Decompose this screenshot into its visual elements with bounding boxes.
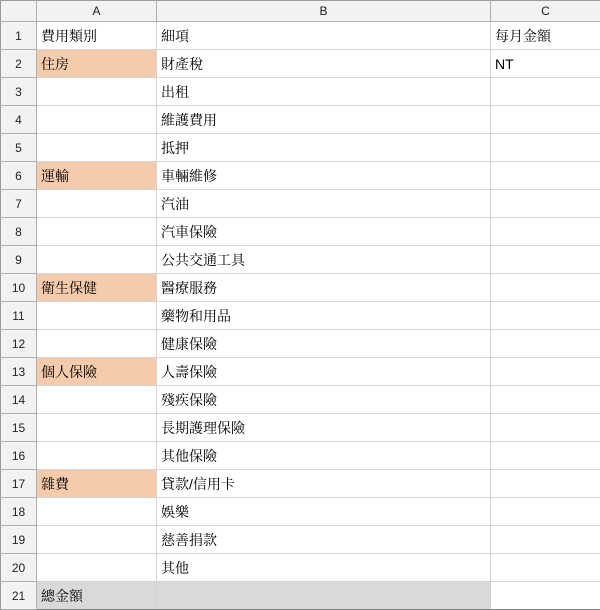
cell-B4[interactable]: 維護費用: [157, 106, 491, 134]
cell-C1[interactable]: 每月金額: [491, 22, 600, 50]
cell-C9[interactable]: [491, 246, 600, 274]
cell-B13[interactable]: 人壽保險: [157, 358, 491, 386]
row-header-4[interactable]: 4: [1, 106, 37, 134]
sheet-row: [1, 386, 600, 414]
cell-C18[interactable]: [491, 498, 600, 526]
row-header-18[interactable]: 18: [1, 498, 37, 526]
row-header-10[interactable]: 10: [1, 274, 37, 302]
sheet-body: [1, 22, 600, 610]
cell-A3[interactable]: [37, 78, 157, 106]
cell-A21[interactable]: 總金額: [37, 582, 157, 610]
sheet-row: [1, 330, 600, 358]
cell-A4[interactable]: [37, 106, 157, 134]
cell-B15[interactable]: 長期護理保險: [157, 414, 491, 442]
sheet-row: [1, 218, 600, 246]
column-header-b[interactable]: B: [157, 1, 491, 22]
cell-C3[interactable]: [491, 78, 600, 106]
cell-C20[interactable]: [491, 554, 600, 582]
row-header-1[interactable]: 1: [1, 22, 37, 50]
cell-A11[interactable]: [37, 302, 157, 330]
column-header-row: [1, 1, 600, 22]
cell-A16[interactable]: [37, 442, 157, 470]
column-header-a[interactable]: A: [37, 1, 157, 22]
row-header-17[interactable]: 17: [1, 470, 37, 498]
cell-B21[interactable]: [157, 582, 491, 610]
cell-C10[interactable]: [491, 274, 600, 302]
sheet-row: [1, 470, 600, 498]
cell-A12[interactable]: [37, 330, 157, 358]
sheet-row: [1, 134, 600, 162]
cell-B6[interactable]: 車輛維修: [157, 162, 491, 190]
row-header-19[interactable]: 19: [1, 526, 37, 554]
cell-B10[interactable]: 醫療服務: [157, 274, 491, 302]
sheet-row: [1, 22, 600, 50]
sheet-row: [1, 190, 600, 218]
cell-B1[interactable]: 細項: [157, 22, 491, 50]
select-all-corner[interactable]: [1, 1, 37, 22]
cell-C4[interactable]: [491, 106, 600, 134]
cell-A6[interactable]: 運輸: [37, 162, 157, 190]
sheet-row: [1, 274, 600, 302]
cell-B18[interactable]: 娛樂: [157, 498, 491, 526]
row-header-9[interactable]: 9: [1, 246, 37, 274]
cell-C6[interactable]: [491, 162, 600, 190]
row-header-13[interactable]: 13: [1, 358, 37, 386]
cell-B14[interactable]: 殘疾保險: [157, 386, 491, 414]
cell-B5[interactable]: 抵押: [157, 134, 491, 162]
cell-B16[interactable]: 其他保險: [157, 442, 491, 470]
cell-A10[interactable]: 衛生保健: [37, 274, 157, 302]
cell-C12[interactable]: [491, 330, 600, 358]
cell-B7[interactable]: 汽油: [157, 190, 491, 218]
row-header-14[interactable]: 14: [1, 386, 37, 414]
cell-B9[interactable]: 公共交通工具: [157, 246, 491, 274]
cell-C15[interactable]: [491, 414, 600, 442]
sheet-row: [1, 50, 600, 78]
cell-A15[interactable]: [37, 414, 157, 442]
row-header-2[interactable]: 2: [1, 50, 37, 78]
cell-C7[interactable]: [491, 190, 600, 218]
cell-A17[interactable]: 雜費: [37, 470, 157, 498]
cell-B3[interactable]: 出租: [157, 78, 491, 106]
sheet-row: [1, 246, 600, 274]
cell-B19[interactable]: 慈善捐款: [157, 526, 491, 554]
cell-B17[interactable]: 貸款/信用卡: [157, 470, 491, 498]
cell-C2[interactable]: NT: [491, 50, 600, 78]
sheet-row: [1, 106, 600, 134]
cell-A8[interactable]: [37, 218, 157, 246]
sheet-row: [1, 302, 600, 330]
cell-B11[interactable]: 藥物和用品: [157, 302, 491, 330]
cell-C21[interactable]: [491, 582, 600, 610]
sheet-row: [1, 414, 600, 442]
cell-C11[interactable]: [491, 302, 600, 330]
cell-A20[interactable]: [37, 554, 157, 582]
row-header-12[interactable]: 12: [1, 330, 37, 358]
cell-A19[interactable]: [37, 526, 157, 554]
sheet-row: [1, 442, 600, 470]
cell-A14[interactable]: [37, 386, 157, 414]
sheet-row: [1, 582, 600, 610]
cell-C5[interactable]: [491, 134, 600, 162]
row-header-3[interactable]: 3: [1, 78, 37, 106]
cell-A1[interactable]: 費用類別: [37, 22, 157, 50]
sheet-row: [1, 162, 600, 190]
sheet-row: [1, 554, 600, 582]
cell-C14[interactable]: [491, 386, 600, 414]
cell-A5[interactable]: [37, 134, 157, 162]
row-header-5[interactable]: 5: [1, 134, 37, 162]
cell-B2[interactable]: 財產稅: [157, 50, 491, 78]
row-header-21[interactable]: 21: [1, 582, 37, 610]
sheet-row: [1, 526, 600, 554]
row-header-16[interactable]: 16: [1, 442, 37, 470]
cell-A18[interactable]: [37, 498, 157, 526]
cell-B8[interactable]: 汽車保險: [157, 218, 491, 246]
cell-C8[interactable]: [491, 218, 600, 246]
cell-C16[interactable]: [491, 442, 600, 470]
cell-B12[interactable]: 健康保險: [157, 330, 491, 358]
cell-C19[interactable]: [491, 526, 600, 554]
row-header-6[interactable]: 6: [1, 162, 37, 190]
column-header-c[interactable]: C: [491, 1, 600, 22]
cell-B20[interactable]: 其他: [157, 554, 491, 582]
row-header-8[interactable]: 8: [1, 218, 37, 246]
row-header-20[interactable]: 20: [1, 554, 37, 582]
cell-A2[interactable]: 住房: [37, 50, 157, 78]
sheet-row: [1, 358, 600, 386]
row-header-7[interactable]: 7: [1, 190, 37, 218]
cell-C17[interactable]: [491, 470, 600, 498]
row-header-11[interactable]: 11: [1, 302, 37, 330]
cell-A9[interactable]: [37, 246, 157, 274]
cell-A13[interactable]: 個人保險: [37, 358, 157, 386]
cell-C13[interactable]: [491, 358, 600, 386]
cell-A7[interactable]: [37, 190, 157, 218]
sheet-row: [1, 78, 600, 106]
row-header-15[interactable]: 15: [1, 414, 37, 442]
sheet-row: [1, 498, 600, 526]
